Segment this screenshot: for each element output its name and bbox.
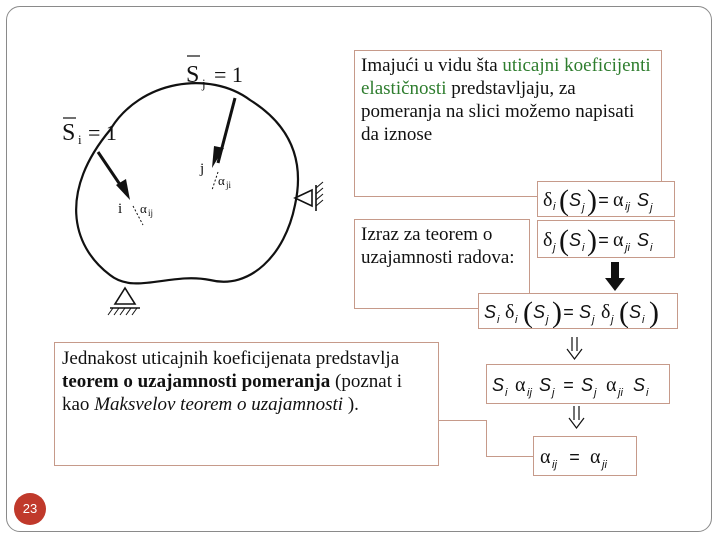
svg-text:ji: ji bbox=[618, 387, 623, 399]
svg-text:α: α bbox=[613, 229, 624, 251]
svg-text:i: i bbox=[553, 201, 556, 213]
svg-text:j: j bbox=[611, 314, 614, 326]
connector-horizontal-2 bbox=[486, 456, 533, 457]
svg-text:α: α bbox=[540, 446, 551, 468]
svg-text:): ) bbox=[552, 296, 562, 328]
svg-text:=: = bbox=[598, 230, 609, 250]
alpha-ij-sub: ij bbox=[148, 208, 154, 218]
svg-text:S: S bbox=[569, 230, 582, 250]
connector-horizontal bbox=[439, 420, 486, 421]
svg-text:S: S bbox=[581, 375, 594, 395]
svg-text:α: α bbox=[613, 189, 624, 211]
implies-arrow-2 bbox=[566, 406, 588, 430]
down-arrow-icon bbox=[603, 262, 627, 292]
svg-text:S: S bbox=[579, 302, 592, 322]
svg-text:S: S bbox=[637, 230, 650, 250]
maxwell-theorem-textbox bbox=[54, 342, 439, 466]
si-eq: = 1 bbox=[88, 120, 117, 145]
svg-text:=: = bbox=[563, 302, 574, 322]
si-sub: i bbox=[78, 132, 82, 147]
svg-text:α: α bbox=[515, 374, 526, 396]
svg-text:i: i bbox=[650, 242, 653, 254]
box3-text-1: Jednakost uticajnih koeficijenata predstavlja bbox=[62, 348, 400, 369]
svg-text:j: j bbox=[582, 202, 585, 214]
svg-text:(: ( bbox=[523, 296, 533, 328]
point-j-label: j bbox=[200, 161, 205, 177]
svg-text:S: S bbox=[539, 375, 552, 395]
svg-text:i: i bbox=[497, 314, 500, 326]
box2-text: Izraz za teorem o uzajamnosti radova: bbox=[361, 224, 515, 268]
svg-text:(: ( bbox=[619, 296, 629, 328]
influence-coefficients-textbox bbox=[354, 50, 662, 197]
svg-text:S: S bbox=[637, 190, 650, 210]
point-i-label: i bbox=[118, 201, 123, 217]
svg-text:δ: δ bbox=[601, 301, 611, 323]
elastic-body-figure bbox=[40, 40, 360, 330]
box3-text-3: ). bbox=[343, 394, 359, 415]
implies-arrow-1 bbox=[564, 337, 586, 361]
svg-text:): ) bbox=[587, 184, 597, 216]
box1-text-end: predstavljaju, za pomeranja na slici možemo napisati da iznose bbox=[361, 78, 635, 145]
svg-text:i: i bbox=[505, 387, 508, 399]
box1-green-term: uticajni koeficijenti elastičnosti bbox=[361, 55, 651, 99]
alpha-ij-label: α bbox=[140, 201, 147, 216]
box1-text-start: Imajući u vidu šta bbox=[361, 55, 503, 76]
svg-text:S: S bbox=[569, 190, 582, 210]
equation-1 bbox=[537, 181, 675, 217]
svg-text:α: α bbox=[590, 446, 601, 468]
svg-text:δ: δ bbox=[543, 189, 553, 211]
sj-label: S bbox=[186, 62, 200, 88]
box3-italic-term: Maksvelov teorem o uzajamnosti bbox=[94, 394, 344, 415]
si-label: S bbox=[62, 120, 76, 146]
svg-text:j: j bbox=[594, 387, 597, 399]
svg-text:=: = bbox=[569, 447, 580, 467]
svg-text:ji: ji bbox=[602, 459, 607, 471]
svg-text:j: j bbox=[553, 242, 556, 254]
svg-text:(: ( bbox=[559, 224, 569, 257]
svg-text:): ) bbox=[649, 296, 659, 328]
equation-5 bbox=[533, 436, 637, 476]
svg-text:S: S bbox=[533, 302, 546, 322]
equation-4 bbox=[486, 364, 670, 404]
connector-vertical bbox=[486, 420, 487, 457]
svg-text:S: S bbox=[629, 302, 642, 322]
alpha-ji-sub: ji bbox=[226, 180, 232, 190]
svg-text:j: j bbox=[552, 387, 555, 399]
bottom-support bbox=[108, 288, 140, 315]
svg-text:=: = bbox=[563, 375, 574, 395]
box3-text-2: (poznat i kao bbox=[62, 371, 403, 415]
alpha-ji-label: α bbox=[218, 173, 225, 188]
equation-3 bbox=[478, 293, 678, 329]
page-number-badge: 23 bbox=[14, 493, 46, 525]
svg-text:ij: ij bbox=[625, 201, 630, 213]
box3-bold-term: teorem o uzajamnosti pomeranja bbox=[62, 371, 331, 392]
body-outline bbox=[76, 83, 298, 283]
sj-sub: j bbox=[202, 76, 206, 91]
svg-text:): ) bbox=[587, 224, 597, 257]
equation-2 bbox=[537, 220, 675, 258]
svg-text:i: i bbox=[642, 314, 645, 326]
svg-text:i: i bbox=[582, 242, 585, 254]
svg-text:j: j bbox=[546, 314, 549, 326]
svg-text:i: i bbox=[515, 314, 518, 326]
svg-text:j: j bbox=[650, 202, 653, 214]
svg-text:i: i bbox=[646, 387, 649, 399]
sj-eq: = 1 bbox=[214, 62, 243, 87]
svg-text:δ: δ bbox=[543, 229, 553, 251]
svg-text:δ: δ bbox=[505, 301, 515, 323]
right-support bbox=[295, 182, 323, 211]
svg-text:α: α bbox=[606, 374, 617, 396]
svg-text:S: S bbox=[633, 375, 646, 395]
svg-text:ji: ji bbox=[625, 242, 630, 254]
svg-text:(: ( bbox=[559, 184, 569, 216]
svg-text:S: S bbox=[492, 375, 505, 395]
svg-text:ij: ij bbox=[552, 459, 557, 471]
svg-text:S: S bbox=[484, 302, 497, 322]
svg-text:ij: ij bbox=[527, 387, 532, 399]
svg-text:=: = bbox=[598, 190, 609, 210]
svg-text:j: j bbox=[592, 314, 595, 326]
